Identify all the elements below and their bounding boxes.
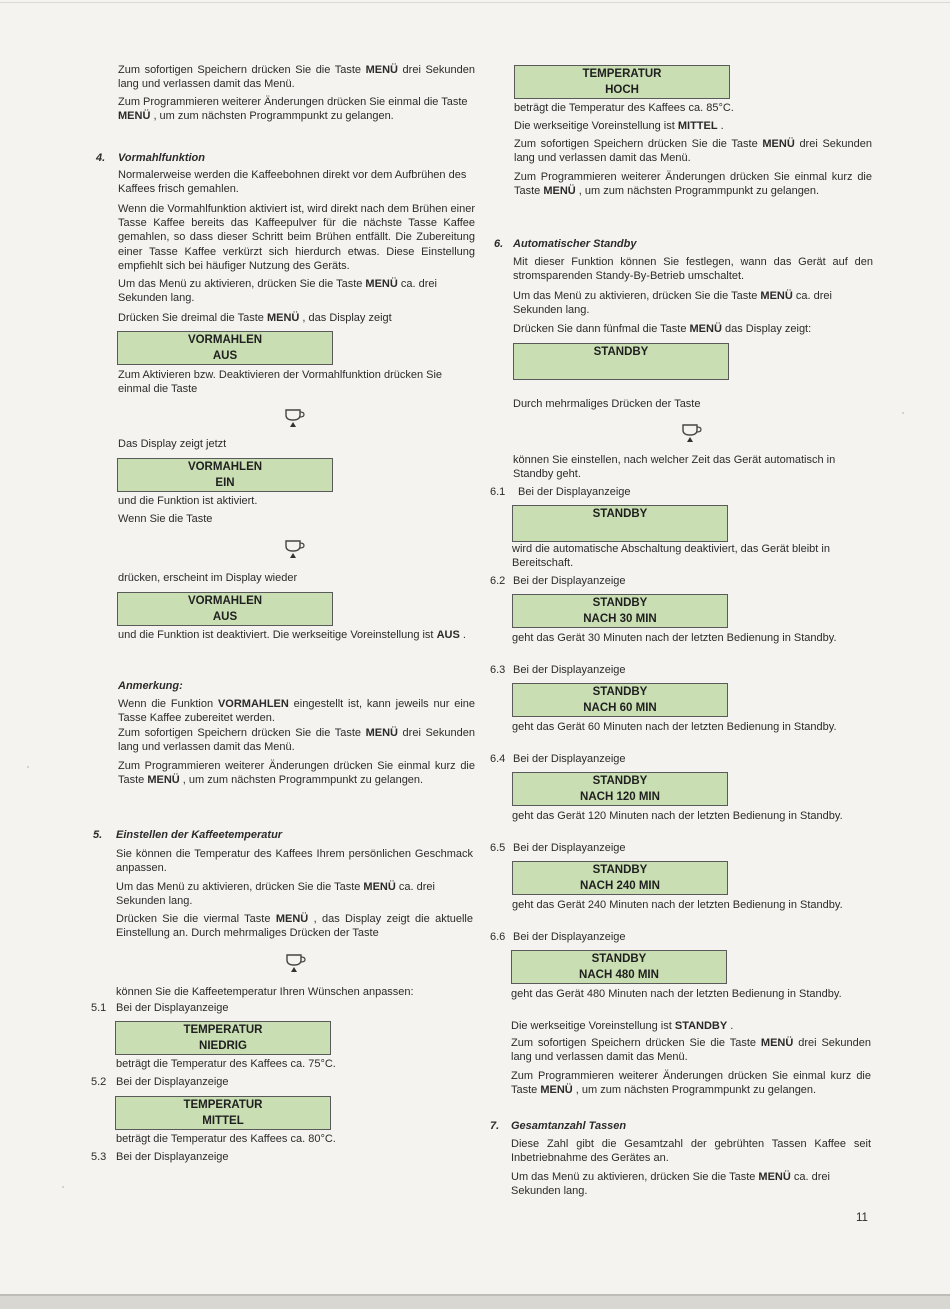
note-title: Anmerkung: — [118, 680, 183, 692]
section-6-paragraph-5: können Sie einstellen, nach welcher Zeit das Gerät automatisch in Standby geht. — [513, 454, 836, 481]
section-4-paragraph-5: Zum Aktivieren bzw. Deaktivieren der Vormahlfunktion drücken Sie einmal die Taste — [118, 369, 443, 396]
display-line-2: NACH 240 MIN — [580, 880, 660, 892]
display-standby-120 — [512, 772, 728, 806]
display-line-2: NACH 480 MIN — [579, 969, 659, 981]
display-temperatur-hoch — [514, 65, 730, 99]
display-line-1: TEMPERATUR — [183, 1024, 263, 1036]
section-7-number: 7. — [490, 1120, 500, 1132]
display-standby-6-1 — [512, 505, 728, 542]
section-7-paragraph-2: Um das Menü zu aktivieren, drücken Sie die Taste MENÜ ca. drei Sekunden lang. — [511, 1171, 830, 1198]
section-6-paragraph-1: Mit dieser Funktion können Sie festlegen, wann das Gerät auf den stromsparenden Standy-By-Betrieb umschaltet. — [513, 256, 873, 283]
step-5-2-label: Bei der Displayanzeige — [116, 1076, 229, 1088]
temp-next-paragraph: Zum Programmieren weiterer Änderungen drücken Sie einmal kurz die Taste MENÜ , um zum nächsten Programmpunkt zu gelangen. — [514, 171, 872, 198]
section-4-number: 4. — [96, 152, 106, 164]
section-6-paragraph-3: Drücken Sie dann fünfmal die Taste MENÜ das Display zeigt: — [513, 323, 812, 335]
display-line-1: STANDBY — [592, 597, 648, 609]
intro-save-paragraph: Zum sofortigen Speichern drücken Sie die Taste MENÜ drei Sekunden lang und verlassen damit das Menü. — [118, 64, 475, 91]
section-6-number: 6. — [494, 238, 504, 250]
display-line-1: STANDBY — [591, 953, 647, 965]
step-6-3-label: Bei der Displayanzeige — [513, 664, 626, 676]
step-6-2-text: geht das Gerät 30 Minuten nach der letzten Bedienung in Standby. — [512, 632, 837, 644]
section-4-paragraph-8: Wenn Sie die Taste — [118, 513, 213, 525]
display-line-2: HOCH — [605, 84, 639, 96]
temp-save-paragraph: Zum sofortigen Speichern drücken Sie die Taste MENÜ drei Sekunden lang und verlassen damit das Menü. — [514, 138, 872, 165]
note-paragraph-1: Wenn die Funktion VORMAHLEN eingestellt ist, kann jeweils nur eine Tasse Kaffee zubereitet werden. — [118, 698, 476, 725]
display-line-1: STANDBY — [592, 775, 648, 787]
section-7-paragraph-1: Diese Zahl gibt die Gesamtzahl der gebrühten Tassen Kaffee seit Inbetriebnahme des Gerätes an. — [511, 1138, 871, 1165]
step-5-1-label: Bei der Displayanzeige — [116, 1002, 229, 1014]
display-standby-30 — [512, 594, 728, 628]
step-6-2-number: 6.2 — [490, 575, 506, 587]
display-standby-240 — [512, 861, 728, 895]
display-line-2: NACH 30 MIN — [583, 613, 657, 625]
temp-default-text: Die werkseitige Voreinstellung ist MITTEL . — [514, 120, 724, 132]
step-5-1-number: 5.1 — [91, 1002, 107, 1014]
section-5-paragraph-3: Drücken Sie die viermal Taste MENÜ , das Display zeigt die aktuelle Einstellung an. Durch mehrmaliges Drücken der Taste — [116, 913, 473, 940]
section-4-paragraph-4: Drücken Sie dreimal die Taste MENÜ , das Display zeigt — [118, 312, 392, 324]
step-6-1-label: Bei der Displayanzeige — [518, 486, 631, 498]
display-line-1: STANDBY — [592, 864, 648, 876]
display-standby-60 — [512, 683, 728, 717]
display-line-1: STANDBY — [593, 346, 649, 358]
step-6-2-label: Bei der Displayanzeige — [513, 575, 626, 587]
step-5-2-number: 5.2 — [91, 1076, 107, 1088]
section-6-paragraph-4: Durch mehrmaliges Drücken der Taste — [513, 398, 701, 410]
top-edge-line — [0, 2, 950, 3]
display-line-1: STANDBY — [592, 686, 648, 698]
section-5-paragraph-1: Sie können die Temperatur des Kaffees Ihrem persönlichen Geschmack anpassen. — [116, 848, 473, 875]
display-line-2: NACH 60 MIN — [583, 702, 657, 714]
step-6-5-text: geht das Gerät 240 Minuten nach der letzten Bedienung in Standby. — [512, 899, 843, 911]
page-number: 11 — [856, 1212, 868, 1224]
note-paragraph-2: Zum sofortigen Speichern drücken Sie die Taste MENÜ drei Sekunden lang und verlassen damit das Menü. — [118, 727, 475, 754]
section-4-paragraph-2: Wenn die Vormahlfunktion aktiviert ist, wird direkt nach dem Brühen einer Tasse Kaffee bereits das Kaffeepulver für die nächste Tasse Kaffee gemahlen, so dass dieser Schritt beim Brühen entfällt. Die Zubereitung einer Tasse Kaffee verkürzt sich hierdurch etwas. Diese Einstellung empfiehlt sich bei häufiger Nutzung des Geräts. — [118, 203, 475, 272]
section-4-paragraph-3: Um das Menü zu aktivieren, drücken Sie die Taste MENÜ ca. drei Sekunden lang. — [118, 278, 437, 305]
step-6-6-text: geht das Gerät 480 Minuten nach der letzten Bedienung in Standby. — [511, 988, 842, 1000]
section-5-title: Einstellen der Kaffeetemperatur — [116, 829, 283, 841]
section-4-title: Vormahlfunktion — [118, 152, 205, 164]
display-temperatur-mittel — [115, 1096, 331, 1130]
step-6-6-label: Bei der Displayanzeige — [513, 931, 626, 943]
display-line-2: MITTEL — [202, 1115, 244, 1127]
section-6-paragraph-2: Um das Menü zu aktivieren, drücken Sie die Taste MENÜ ca. drei Sekunden lang. — [513, 290, 832, 317]
standby-save-paragraph: Zum sofortigen Speichern drücken Sie die Taste MENÜ drei Sekunden lang und verlassen damit das Menü. — [511, 1037, 871, 1064]
display-vormahlen-ein — [117, 458, 333, 492]
display-line-2: NIEDRIG — [199, 1040, 247, 1052]
section-6-title: Automatischer Standby — [513, 238, 637, 250]
section-7-title: Gesamtanzahl Tassen — [511, 1120, 627, 1132]
section-5-number: 5. — [93, 829, 103, 841]
step-6-4-label: Bei der Displayanzeige — [513, 753, 626, 765]
display-line-2: NACH 120 MIN — [580, 791, 660, 803]
display-line-2: EIN — [215, 477, 235, 489]
step-6-1-number: 6.1 — [490, 486, 506, 498]
display-line-1: TEMPERATUR — [183, 1099, 263, 1111]
cup-button-icon — [284, 951, 308, 973]
section-4-paragraph-1: Normalerweise werden die Kaffeebohnen direkt vor dem Aufbrühen des Kaffees frisch gemahlen. — [118, 169, 467, 196]
step-5-1-text: beträgt die Temperatur des Kaffees ca. 75°C. — [116, 1058, 336, 1070]
step-6-1-text: wird die automatische Abschaltung deaktiviert, das Gerät bleibt in Bereitschaft. — [512, 543, 830, 570]
standby-next-paragraph: Zum Programmieren weiterer Änderungen drücken Sie einmal kurz die Taste MENÜ , um zum nächsten Programmpunkt zu gelangen. — [511, 1070, 871, 1097]
step-6-5-number: 6.5 — [490, 842, 506, 854]
display-line-2: AUS — [212, 611, 238, 623]
display-line-1: VORMAHLEN — [187, 461, 263, 473]
step-5-3-number: 5.3 — [91, 1151, 107, 1163]
step-6-5-label: Bei der Displayanzeige — [513, 842, 626, 854]
display-line-1: TEMPERATUR — [582, 68, 662, 80]
display-line-1: VORMAHLEN — [187, 595, 263, 607]
note-paragraph-3: Zum Programmieren weiterer Änderungen drücken Sie einmal kurz die Taste MENÜ , um zum nächsten Programmpunkt zu gelangen. — [118, 760, 475, 787]
intro-next-paragraph: Zum Programmieren weiterer Änderungen drücken Sie einmal die Taste MENÜ , um zum nächsten Programmpunkt zu gelangen. — [118, 96, 468, 123]
section-5-paragraph-2: Um das Menü zu aktivieren, drücken Sie die Taste MENÜ ca. drei Sekunden lang. — [116, 881, 435, 908]
section-4-paragraph-10: und die Funktion ist deaktiviert. Die werkseitige Voreinstellung ist AUS . — [118, 629, 466, 641]
section-5-paragraph-4: können Sie die Kaffeetemperatur Ihren Wünschen anpassen: — [116, 986, 414, 998]
scan-speck — [902, 412, 904, 414]
step-6-3-text: geht das Gerät 60 Minuten nach der letzten Bedienung in Standby. — [512, 721, 837, 733]
display-line-1: VORMAHLEN — [187, 334, 263, 346]
step-5-2-text: beträgt die Temperatur des Kaffees ca. 80°C. — [116, 1133, 336, 1145]
display-vormahlen-aus-2 — [117, 592, 333, 626]
display-line-1: STANDBY — [592, 508, 648, 520]
temp-hoch-text: beträgt die Temperatur des Kaffees ca. 85°C. — [514, 102, 734, 114]
step-6-3-number: 6.3 — [490, 664, 506, 676]
display-line-2: AUS — [212, 350, 238, 362]
scan-speck — [62, 1186, 64, 1188]
step-6-6-number: 6.6 — [490, 931, 506, 943]
step-6-4-number: 6.4 — [490, 753, 506, 765]
section-4-paragraph-6: Das Display zeigt jetzt — [118, 438, 227, 450]
cup-button-icon — [283, 537, 307, 559]
section-4-paragraph-7: und die Funktion ist aktiviert. — [118, 495, 258, 507]
step-5-3-label: Bei der Displayanzeige — [116, 1151, 229, 1163]
cup-button-icon — [283, 406, 307, 428]
display-standby-main — [513, 343, 729, 380]
display-temperatur-niedrig — [115, 1021, 331, 1055]
cup-button-icon — [680, 421, 704, 443]
standby-default-text: Die werkseitige Voreinstellung ist STANDBY . — [511, 1020, 734, 1032]
scan-speck — [27, 766, 29, 768]
display-standby-480 — [511, 950, 727, 984]
step-6-4-text: geht das Gerät 120 Minuten nach der letzten Bedienung in Standby. — [512, 810, 843, 822]
section-4-paragraph-9: drücken, erscheint im Display wieder — [118, 572, 298, 584]
display-vormahlen-aus — [117, 331, 333, 365]
